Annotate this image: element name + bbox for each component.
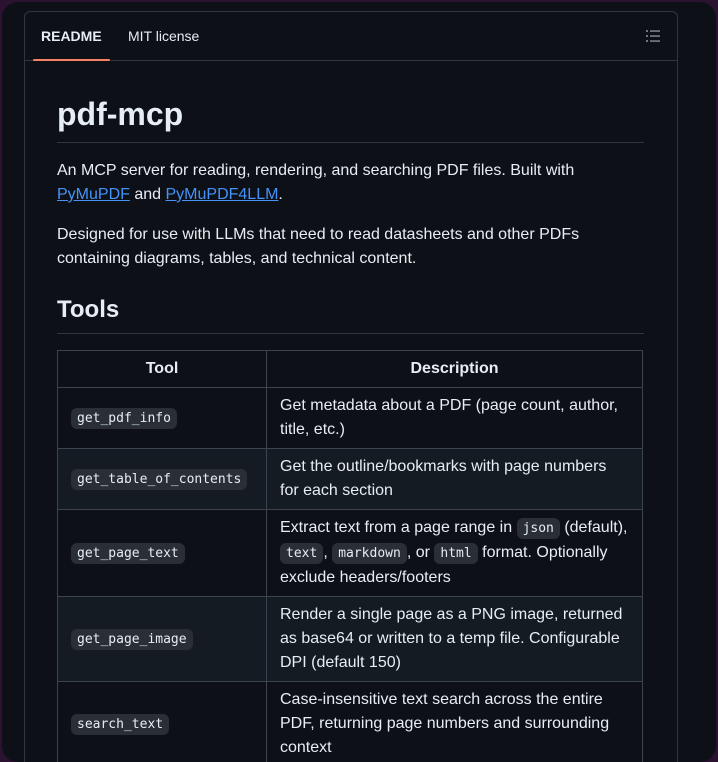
table-header-row: [58, 351, 643, 388]
description-cell: [267, 510, 643, 597]
tool-cell: [58, 510, 267, 597]
readme-box: [24, 11, 678, 762]
description-cell: Case-insensitive text search across the entire PDF, returning page numbers and surrounding context: [267, 682, 643, 762]
tool-name: get_page_image: [71, 629, 193, 650]
tool-cell: [58, 682, 267, 762]
description-text: Extract text from a page range in: [280, 519, 517, 536]
tool-name: get_pdf_info: [71, 408, 177, 429]
format-code-json: json: [517, 518, 560, 539]
description-text: format. Optionally exclude headers/footers: [280, 544, 608, 586]
intro-text-3: .: [278, 186, 282, 203]
description-cell: Get metadata about a PDF (page count, author, title, etc.): [267, 388, 643, 449]
pymupdf4llm-link[interactable]: PyMuPDF4LLM: [166, 186, 279, 203]
intro-text-1: An MCP server for reading, rendering, and searching PDF files. Built with: [57, 162, 574, 179]
tool-cell: [58, 449, 267, 510]
description-cell: Render a single page as a PNG image, returned as base64 or written to a temp file. Configurable DPI (default 150): [267, 597, 643, 682]
page-title: pdf-mcp: [57, 94, 644, 143]
intro-paragraph: [57, 159, 644, 207]
readme-content: [57, 61, 644, 762]
readme-tabs: [25, 12, 677, 61]
description-paragraph: Designed for use with LLMs that need to read datasheets and other PDFs containing diagrams, tables, and technical content.: [57, 223, 644, 271]
description-column-header: Description: [267, 351, 643, 388]
tools-table: [57, 350, 643, 762]
description-text: , or: [407, 544, 435, 561]
tool-cell: [58, 597, 267, 682]
format-code-html: html: [434, 543, 477, 564]
intro-text-2: and: [130, 186, 166, 203]
tool-name: get_table_of_contents: [71, 469, 247, 490]
description-text: ,: [323, 544, 332, 561]
pymupdf-link[interactable]: PyMuPDF: [57, 186, 130, 203]
tab-readme[interactable]: README: [33, 12, 110, 60]
app-window: [2, 2, 716, 762]
table-row: [58, 449, 643, 510]
format-code-markdown: markdown: [332, 543, 407, 564]
format-code-text: text: [280, 543, 323, 564]
description-text: (default),: [560, 519, 628, 536]
tool-column-header: Tool: [58, 351, 267, 388]
table-row: [58, 597, 643, 682]
tool-cell: [58, 388, 267, 449]
table-row: [58, 388, 643, 449]
table-row: [58, 682, 643, 762]
table-row: [58, 510, 643, 597]
tab-license[interactable]: MIT license: [128, 12, 199, 60]
tools-heading: Tools: [57, 295, 644, 334]
description-cell: Get the outline/bookmarks with page numbers for each section: [267, 449, 643, 510]
tool-name: get_page_text: [71, 543, 185, 564]
list-unordered-icon[interactable]: [645, 28, 661, 44]
tool-name: search_text: [71, 714, 169, 735]
